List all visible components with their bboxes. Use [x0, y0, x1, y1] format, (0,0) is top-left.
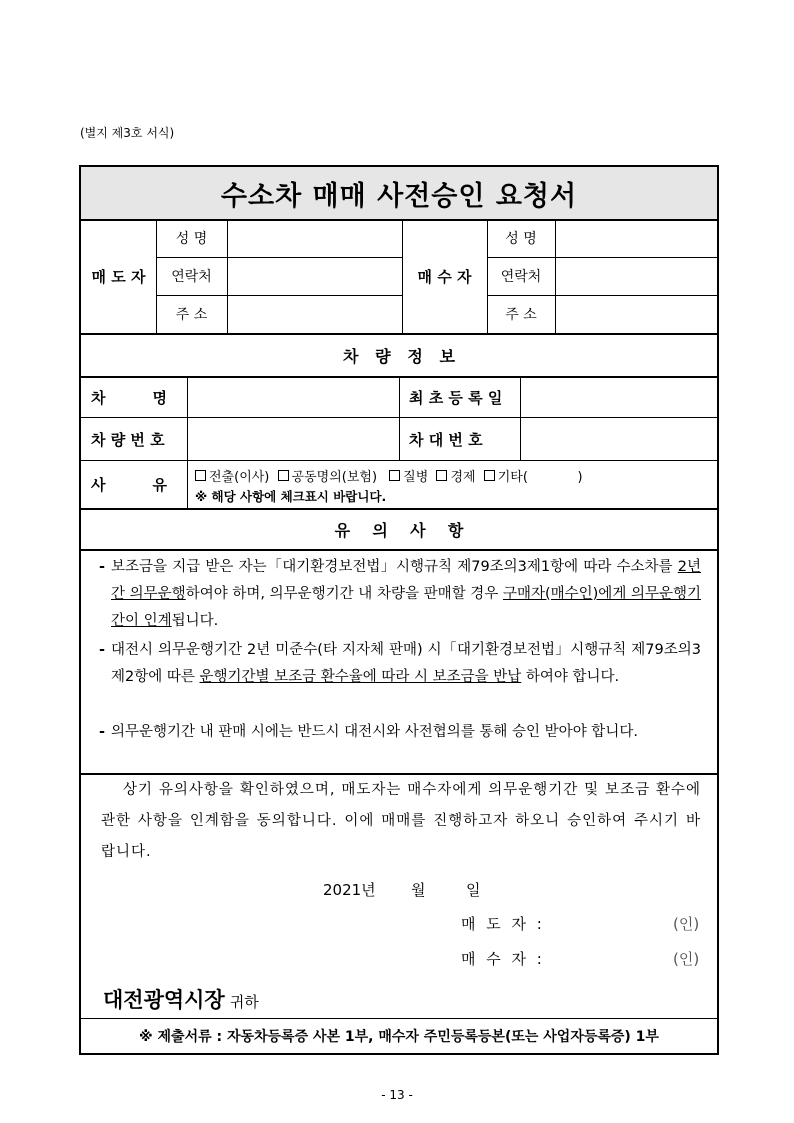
recipient-suffix: 귀하: [229, 993, 259, 1011]
car-name-label: 차 명: [91, 388, 167, 407]
seller-seal: (인): [673, 915, 700, 933]
reason-option-economic[interactable]: 경제: [436, 470, 475, 485]
buyer-label: 매 수 자: [417, 267, 472, 286]
checkbox-icon[interactable]: [195, 470, 206, 481]
recipient-name: 대전광역시장: [103, 987, 225, 1012]
vehicle-section-header: 차 량 정 보: [343, 346, 455, 366]
seller-name-label: 성 명: [175, 231, 208, 247]
reason-option-illness[interactable]: 질병: [389, 470, 428, 485]
form-title: 수소차 매매 사전승인 요청서: [81, 167, 717, 219]
reason-label: 사 유: [91, 476, 167, 494]
date-day: 일: [466, 881, 481, 899]
buyer-signature-label: 매 수 자 :: [461, 950, 545, 968]
seller-label: 매 도 자: [91, 267, 146, 286]
notice-item-1: - 보조금을 지급 받은 자는「대기환경보전법」시행규칙 제79조의3제1항에 따라 수소차를 2년간 의무운행하여야 하며, 의무운행기간 내 차량을 판매할 경우 구매자(매수인)에게 의무운행기간이 인계됩니다.: [99, 559, 702, 629]
checkbox-icon[interactable]: [389, 470, 400, 481]
divider: [399, 377, 400, 460]
seller-contact-label: 연락처: [171, 269, 212, 285]
date-year: 2021년: [323, 881, 376, 899]
reason-option-moving[interactable]: 전출(이사): [195, 470, 269, 485]
buyer-name-field[interactable]: [555, 219, 717, 257]
reason-option-other[interactable]: 기타( ): [484, 470, 583, 485]
chassis-number-label: 차 대 번 호: [409, 430, 483, 449]
seller-address-field[interactable]: [227, 295, 402, 333]
form-number: (별지 제3호 서식): [80, 126, 175, 140]
required-documents: ※ 제출서류 : 자동차등록증 사본 1부, 매수자 주민등록등본(또는 사업자등록증) 1부: [139, 1029, 659, 1045]
buyer-name-label: 성 명: [505, 231, 537, 247]
buyer-address-label: 주 소: [505, 307, 537, 323]
first-registration-field[interactable]: [520, 377, 717, 417]
buyer-contact-label: 연락처: [500, 269, 542, 285]
checkbox-icon[interactable]: [436, 470, 447, 481]
buyer-address-field[interactable]: [555, 295, 717, 333]
recipient: [103, 984, 259, 1014]
reason-note: ※ 해당 사항에 체크표시 바랍니다.: [195, 488, 387, 504]
buyer-contact-field[interactable]: [555, 257, 717, 295]
chassis-number-field[interactable]: [520, 418, 717, 460]
checkbox-icon[interactable]: [484, 470, 495, 481]
notice-item-2: - 대전시 의무운행기간 2년 미준수(타 지자체 판매) 시「대기환경보전법」시행규칙 제79조의3제2항에 따른 운행기간별 보조금 환수율에 따라 시 보조금을 반납 하여야 합니다.: [99, 642, 701, 685]
seller-contact-field[interactable]: [227, 257, 402, 295]
notice-section-header: 유 의 사 항: [334, 520, 464, 540]
reason-option-joint-ownership[interactable]: 공동명의(보험): [278, 470, 378, 485]
seller-name-field[interactable]: [227, 219, 402, 257]
page-number: - 13 -: [381, 1088, 413, 1102]
plate-number-field[interactable]: [187, 418, 399, 460]
buyer-seal: (인): [673, 950, 700, 968]
seller-address-label: 주 소: [175, 307, 208, 323]
plate-number-label: 차 량 번 호: [91, 430, 165, 449]
date-month: 월: [411, 881, 426, 899]
reason-options: [195, 466, 583, 485]
seller-signature-label: 매 도 자 :: [461, 915, 545, 933]
car-name-field[interactable]: [187, 377, 399, 417]
notice-item-3: - 의무운행기간 내 판매 시에는 반드시 대전시와 사전협의를 통해 승인 받아야 합니다.: [99, 724, 638, 740]
divider: [81, 549, 717, 551]
first-registration-label: 최 초 등 록 일: [409, 388, 503, 407]
request-form: [79, 165, 719, 1055]
reason-field: [195, 463, 715, 507]
checkbox-icon[interactable]: [278, 470, 289, 481]
agreement-text: 상기 유의사항을 확인하였으며, 매도자는 매수자에게 의무운행기간 및 보조금 환수에 관한 사항을 인계함을 동의합니다. 이에 매매를 진행하고자 하오니 승인하여 주시기 바랍니다.: [101, 782, 701, 860]
